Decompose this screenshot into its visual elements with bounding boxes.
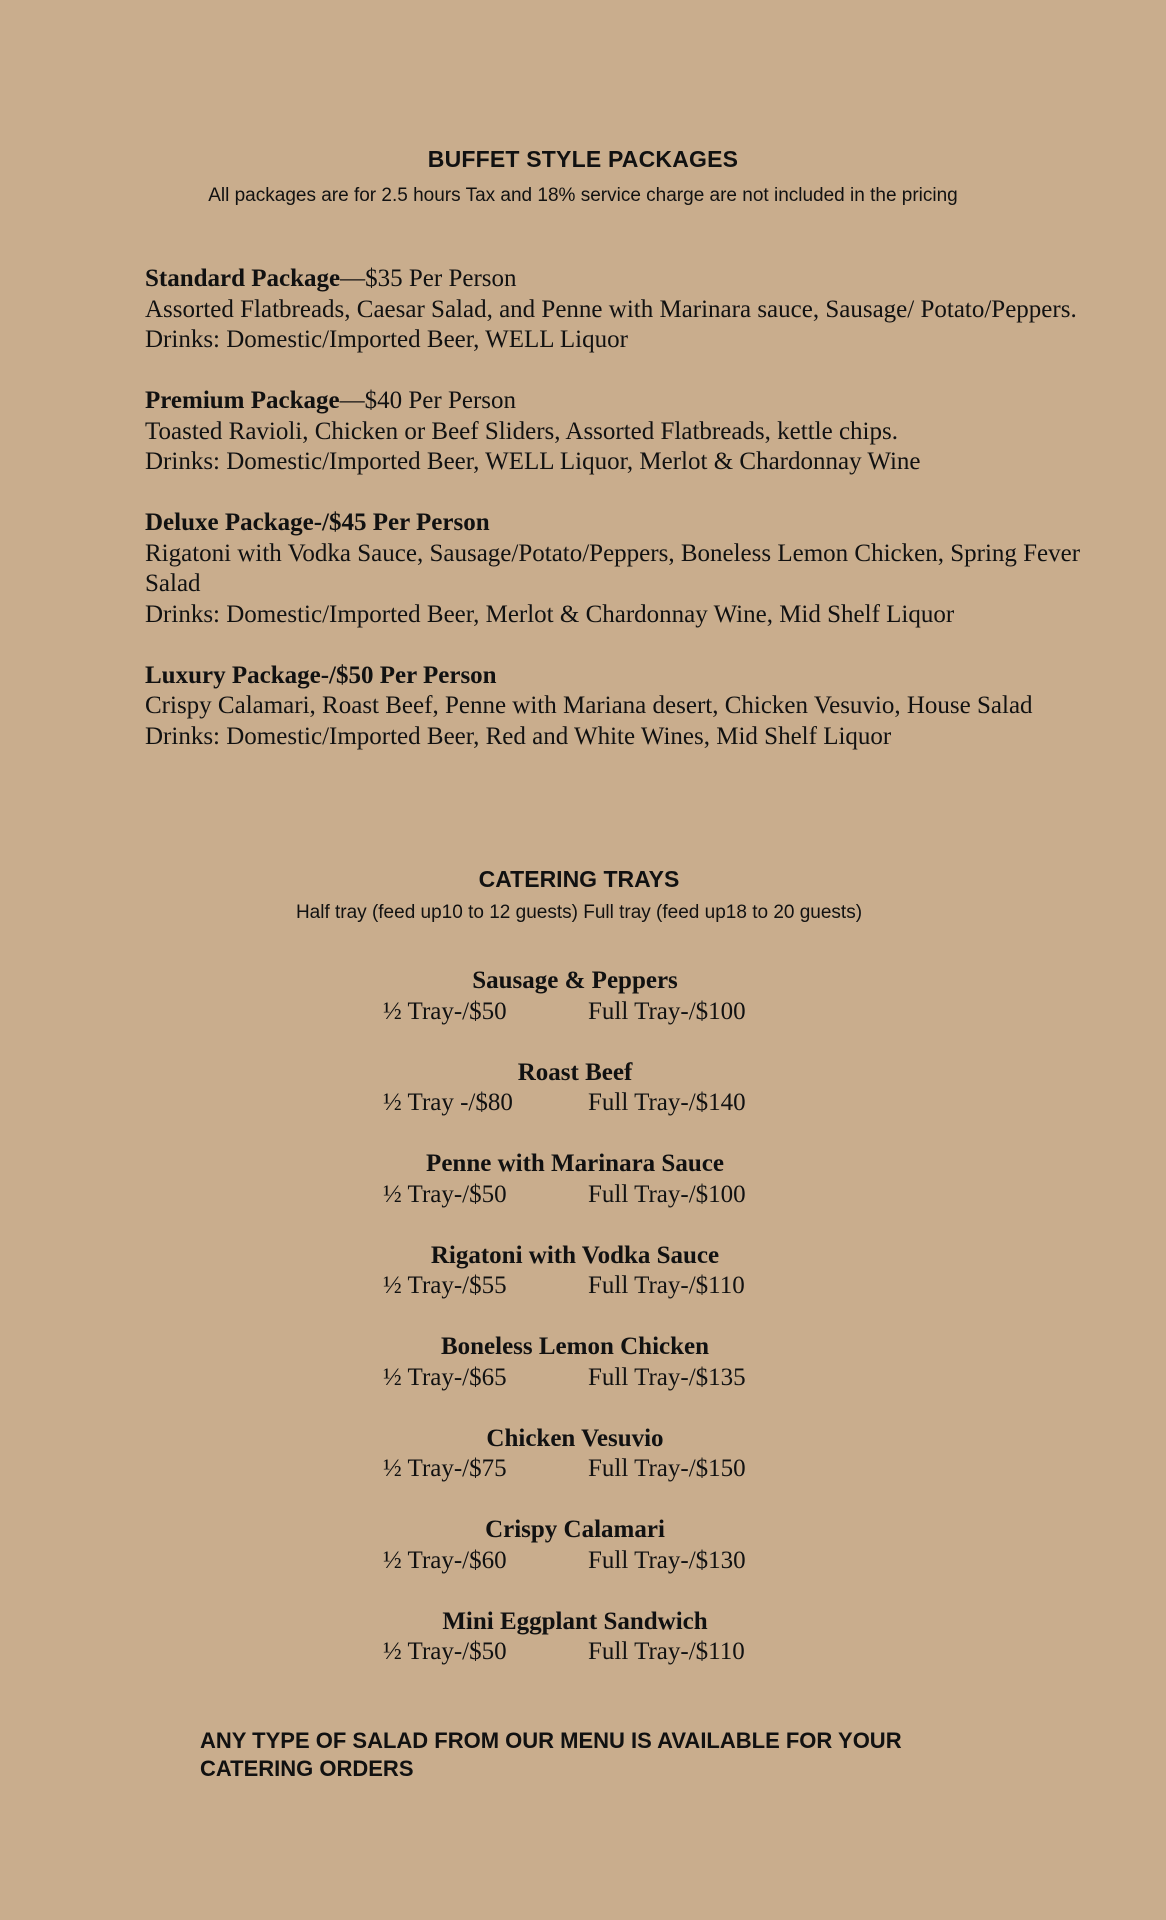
half-tray-price: ½ Tray-/$75 <box>383 1455 507 1482</box>
package-heading <box>145 264 1085 295</box>
note-line: CATERING ORDERS <box>200 1756 414 1781</box>
full-tray-price: Full Tray-/$135 <box>588 1363 746 1391</box>
tray-name: Boneless Lemon Chicken <box>440 1333 710 1360</box>
buffet-title: BUFFET STYLE PACKAGES <box>427 146 739 172</box>
full-tray-price: Full Tray-/$100 <box>588 1180 746 1208</box>
half-tray-price: ½ Tray-/$60 <box>383 1546 507 1574</box>
salad-availability-note <box>200 1727 1000 1783</box>
half-tray-price: ½ Tray-/$55 <box>383 1272 507 1299</box>
tray-name: Penne with Marinara Sauce <box>426 1150 724 1177</box>
catering-trays-title: CATERING TRAYS <box>478 866 680 892</box>
package-price: —$40 Per Person <box>339 387 517 414</box>
half-tray-price: ½ Tray-/$50 <box>383 1638 507 1665</box>
buffet-subtitle: All packages are for 2.5 hours Tax and 18% service charge are not included in the pricing <box>208 185 958 206</box>
half-tray-price: ½ Tray-/$65 <box>383 1363 507 1391</box>
tray-prices <box>0 997 1150 1028</box>
tray-item <box>0 1424 1150 1485</box>
package-premium <box>145 386 1085 478</box>
package-name: Premium Package <box>145 387 340 414</box>
tray-name: Roast Beef <box>517 1058 633 1086</box>
package-deluxe <box>145 508 1085 630</box>
package-name: Deluxe Package-/$45 Per Person <box>145 509 490 536</box>
tray-prices <box>0 1271 1150 1302</box>
package-food: Crispy Calamari, Roast Beef, Penne with Mariana desert, Chicken Vesuvio, House Salad <box>145 692 1033 719</box>
package-drinks: Drinks: Domestic/Imported Beer, Red and White Wines, Mid Shelf Liquor <box>145 722 892 750</box>
tray-prices <box>0 1454 1150 1485</box>
tray-name: Mini Eggplant Sandwich <box>442 1607 708 1635</box>
package-drinks: Drinks: Domestic/Imported Beer, Merlot & Chardonnay Wine, Mid Shelf Liquor <box>145 600 955 628</box>
tray-name: Sausage & Peppers <box>472 967 678 994</box>
full-tray-price: Full Tray-/$100 <box>588 997 746 1025</box>
package-food: Assorted Flatbreads, Caesar Salad, and Penne with Marinara sauce, Sausage/ Potato/Peppers. <box>145 295 1077 323</box>
tray-prices <box>0 1180 1150 1211</box>
package-heading <box>145 508 1085 539</box>
tray-name: Chicken Vesuvio <box>486 1424 664 1452</box>
packages-list <box>145 264 1085 783</box>
tray-item <box>0 1515 1150 1576</box>
full-tray-price: Full Tray-/$140 <box>588 1089 746 1116</box>
full-tray-price: Full Tray-/$110 <box>588 1638 745 1665</box>
tray-item <box>0 1149 1150 1210</box>
tray-name: Crispy Calamari <box>485 1516 665 1543</box>
package-food: Rigatoni with Vodka Sauce, Sausage/Potato/Peppers, Boneless Lemon Chicken, Spring Fever Salad <box>145 539 1081 597</box>
tray-prices <box>0 1363 1150 1394</box>
tray-item <box>0 1607 1150 1668</box>
tray-item <box>0 966 1150 1027</box>
tray-prices <box>0 1637 1150 1668</box>
tray-prices <box>0 1088 1150 1119</box>
package-standard <box>145 264 1085 356</box>
half-tray-price: ½ Tray-/$50 <box>383 1180 507 1208</box>
half-tray-price: ½ Tray-/$50 <box>383 997 507 1025</box>
package-name: Luxury Package-/$50 Per Person <box>145 661 497 689</box>
package-price: —$35 Per Person <box>340 265 517 292</box>
tray-name: Rigatoni with Vodka Sauce <box>430 1241 720 1269</box>
package-drinks: Drinks: Domestic/Imported Beer, WELL Liquor <box>145 326 628 353</box>
package-drinks: Drinks: Domestic/Imported Beer, WELL Liquor, Merlot & Chardonnay Wine <box>145 448 921 475</box>
full-tray-price: Full Tray-/$130 <box>588 1546 746 1574</box>
tray-item <box>0 1332 1150 1393</box>
package-heading <box>145 386 1085 417</box>
tray-item <box>0 1058 1150 1119</box>
full-tray-price: Full Tray-/$110 <box>588 1272 745 1299</box>
tray-item <box>0 1241 1150 1302</box>
package-food: Toasted Ravioli, Chicken or Beef Sliders, Assorted Flatbreads, kettle chips. <box>145 417 898 445</box>
tray-prices <box>0 1546 1150 1577</box>
package-name: Standard Package <box>145 265 341 292</box>
package-heading <box>145 661 1085 692</box>
catering-trays-subtitle: Half tray (feed up10 to 12 guests) Full tray (feed up18 to 20 guests) <box>295 902 863 923</box>
package-luxury <box>145 661 1085 753</box>
full-tray-price: Full Tray-/$150 <box>588 1455 746 1482</box>
half-tray-price: ½ Tray -/$80 <box>383 1089 513 1116</box>
trays-list <box>0 966 1150 1698</box>
note-line: ANY TYPE OF SALAD FROM OUR MENU IS AVAILABLE FOR YOUR <box>200 1728 902 1753</box>
